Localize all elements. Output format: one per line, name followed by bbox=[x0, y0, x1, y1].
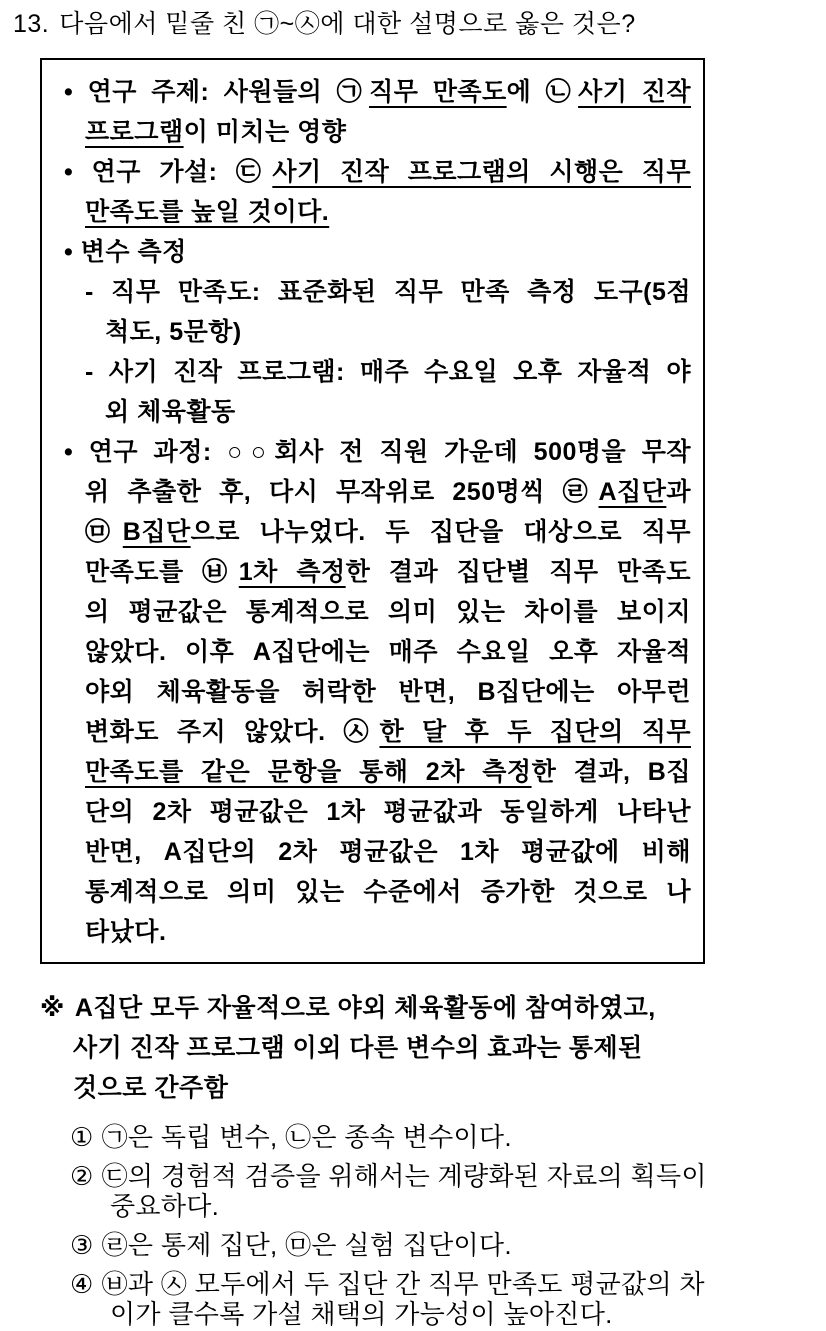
box-text: 외 체육활동 bbox=[105, 398, 236, 426]
choice-line: ① ㉠은 독립 변수, ㉡은 종속 변수이다. bbox=[70, 1122, 512, 1152]
note-line: 사기 진작 프로그램 이외 다른 변수의 효과는 통제된 bbox=[73, 1034, 643, 1062]
choice-2 bbox=[70, 1161, 810, 1221]
choice-1 bbox=[70, 1122, 810, 1152]
box-line bbox=[42, 512, 691, 552]
choice-line: 이가 클수록 가설 채택의 가능성이 높아진다. bbox=[110, 1299, 613, 1329]
underlined-phrase: 프로그램 bbox=[85, 118, 184, 146]
box-text: 척도, 5문항) bbox=[105, 318, 242, 346]
box-text: 한 결과 집단별 직무 만족도 bbox=[345, 558, 691, 586]
underlined-phrase: 사기 진작 bbox=[578, 78, 692, 106]
box-text: • 연구 과정: ○○회사 전 직원 가운데 500명을 무작 bbox=[64, 438, 691, 466]
question-text: 다음에서 밑줄 친 ㉠~㉦에 대한 설명으로 옳은 것은? bbox=[59, 10, 636, 38]
choice-line: 중요하다. bbox=[110, 1191, 220, 1221]
box-text: 반면, A집단의 2차 평균값은 1차 평균값에 비해 bbox=[85, 838, 691, 866]
question-number: 13. bbox=[13, 10, 50, 38]
box-line bbox=[42, 592, 691, 632]
box-text: 단의 2차 평균값은 1차 평균값과 동일하게 나타난 bbox=[85, 798, 691, 826]
underlined-phrase: 사기 진작 프로그램의 시행은 직무 bbox=[272, 158, 691, 186]
box-text: 에 ㉡ bbox=[506, 78, 579, 106]
underlined-phrase: 만족도를 같은 문항을 통해 2차 측정 bbox=[85, 758, 532, 786]
box-line bbox=[42, 232, 691, 272]
choice-number: ② bbox=[70, 1161, 94, 1191]
note-marker: ※ bbox=[40, 994, 65, 1022]
box-line bbox=[42, 752, 691, 792]
box-line bbox=[42, 112, 691, 152]
box-line bbox=[42, 872, 691, 912]
box-line bbox=[42, 352, 691, 392]
box-text: 통계적으로 의미 있는 수준에서 증가한 것으로 나 bbox=[85, 878, 691, 906]
box-text: 않았다. 이후 A집단에는 매주 수요일 오후 자율적 bbox=[85, 638, 691, 666]
note-line: ※ A집단 모두 자율적으로 야외 체육활동에 참여하였고, bbox=[40, 994, 656, 1022]
choice-line: ④ ㉥과 ㉦ 모두에서 두 집단 간 직무 만족도 평균값의 차 bbox=[70, 1269, 705, 1299]
underlined-phrase: 한 달 후 두 집단의 직무 bbox=[379, 718, 691, 746]
box-text: 으로 나누었다. 두 집단을 대상으로 직무 bbox=[190, 518, 691, 546]
box-text: 위 추출한 후, 다시 무작위로 250명씩 ㉣ bbox=[85, 478, 599, 506]
box-line bbox=[42, 832, 691, 872]
underlined-phrase: 1차 측정 bbox=[238, 558, 346, 586]
box-text: • 연구 주제: 사원들의 ㉠ bbox=[64, 78, 370, 106]
box-text: 의 평균값은 통계적으로 의미 있는 차이를 보이지 bbox=[85, 598, 691, 626]
stimulus-box bbox=[40, 58, 705, 964]
choice-number: ① bbox=[70, 1122, 94, 1152]
box-line bbox=[42, 632, 691, 672]
box-line bbox=[42, 392, 691, 432]
choice-number: ④ bbox=[70, 1269, 94, 1299]
answer-choices bbox=[70, 1122, 810, 1329]
box-text: 변화도 주지 않았다. ㉦ bbox=[85, 718, 380, 746]
box-text: 타났다. bbox=[85, 918, 167, 946]
choice-number: ③ bbox=[70, 1230, 94, 1260]
question-title bbox=[0, 0, 826, 40]
box-text: • 변수 측정 bbox=[64, 238, 187, 266]
note-line: 것으로 간주함 bbox=[73, 1074, 229, 1102]
box-line bbox=[42, 792, 691, 832]
box-text: 만족도를 ㉥ bbox=[85, 558, 239, 586]
box-text: ㉤ bbox=[85, 518, 123, 546]
box-text: 과 bbox=[666, 478, 691, 506]
box-text: • 연구 가설: ㉢ bbox=[64, 158, 273, 186]
box-line bbox=[42, 912, 691, 952]
box-text: 이 미치는 영향 bbox=[183, 118, 347, 146]
box-line bbox=[42, 192, 691, 232]
box-line bbox=[42, 312, 691, 352]
underlined-phrase: 만족도를 높일 것이다. bbox=[85, 198, 330, 226]
box-line bbox=[42, 712, 691, 752]
box-line bbox=[42, 552, 691, 592]
underlined-phrase: 직무 만족도 bbox=[369, 78, 507, 106]
underlined-phrase: B집단 bbox=[122, 518, 191, 546]
box-line bbox=[42, 152, 691, 192]
choice-line: ② ㉢의 경험적 검증을 위해서는 계량화된 자료의 획득이 bbox=[70, 1161, 707, 1191]
box-line bbox=[42, 472, 691, 512]
choice-line: ③ ㉣은 통제 집단, ㉤은 실험 집단이다. bbox=[70, 1230, 512, 1260]
box-line bbox=[42, 72, 691, 112]
box-text: 한 결과, B집 bbox=[531, 758, 692, 786]
box-text: - 직무 만족도: 표준화된 직무 만족 측정 도구(5점 bbox=[85, 278, 691, 306]
box-text: - 사기 진작 프로그램: 매주 수요일 오후 자율적 야 bbox=[85, 358, 691, 386]
box-line bbox=[42, 672, 691, 712]
box-line bbox=[42, 432, 691, 472]
choice-3 bbox=[70, 1230, 810, 1260]
choice-4 bbox=[70, 1269, 810, 1329]
note bbox=[40, 988, 740, 1108]
box-text: 야외 체육활동을 허락한 반면, B집단에는 아무런 bbox=[85, 678, 691, 706]
box-line bbox=[42, 272, 691, 312]
underlined-phrase: A집단 bbox=[598, 478, 667, 506]
